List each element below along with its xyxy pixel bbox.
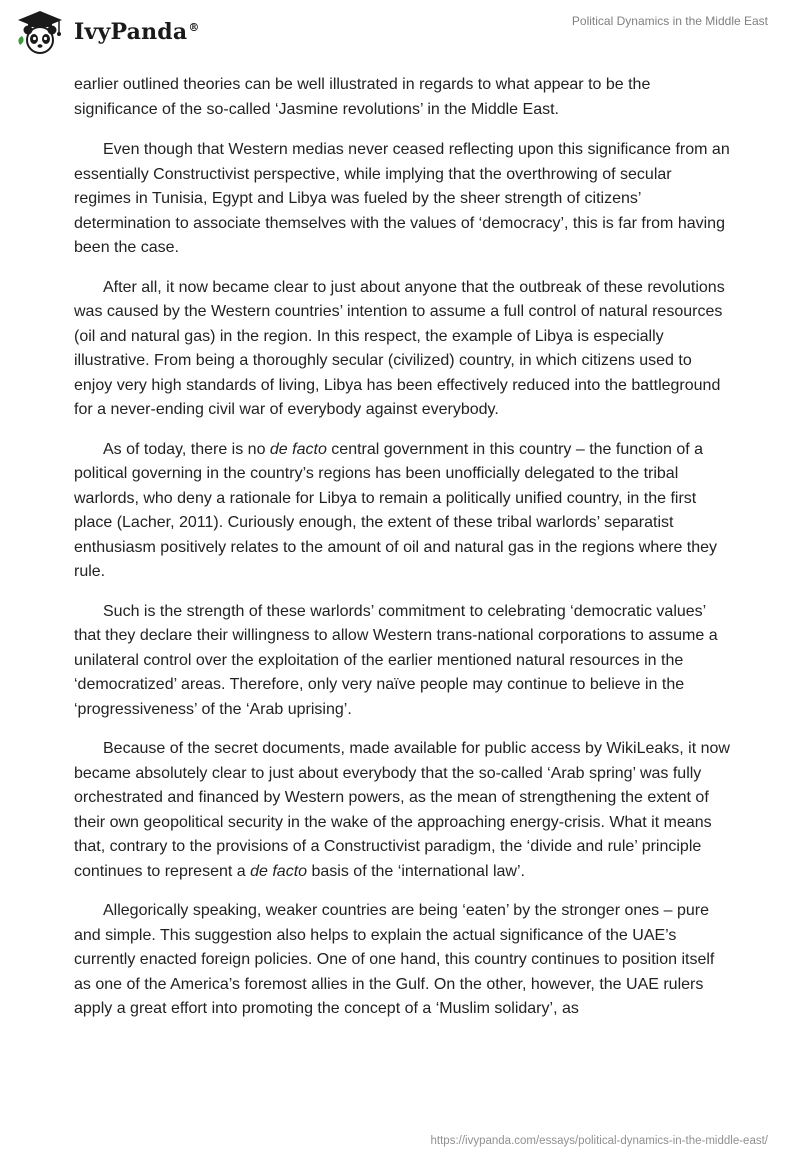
paragraph-2: Even though that Western medias never ceased reflecting upon this significance from an essentially Constructivist perspective, while implying that the overthrowing of secular regimes in Tunisia, Egypt and Libya was fueled by the sheer strength of citizens’ determination to associate themselves with the values of ‘democracy’, this is far from having been the case. [74,141,730,256]
document-title: Political Dynamics in the Middle East [571,14,768,28]
paragraph-1: earlier outlined theories can be well illustrated in regards to what appear to be the significance of the so-called ‘Jasmine revolutions’ in the Middle East. [74,76,651,118]
ivypanda-logo[interactable] [14,8,200,56]
paragraph-4-after: central government in this country – the function of a political governing in the country’s regions has been unofficially delegated to the tribal warlords, who deny a rationale for Libya to remain a politically unified country, in the first place (Lacher, 2011). Curiously enough, the extent of these tribal warlords’ separatist enthusiasm positively relates to the amount of oil and natural gas in the regions where they rule. [74,440,718,580]
paragraph-4 [74,438,730,585]
paragraph-5: Such is the strength of these warlords’ commitment to celebrating ‘democratic values’ that they declare their willingness to allow Western trans-national corporations to assume a unilateral control over the exploitation of the earlier mentioned natural resources in the ‘democratized’ areas. Therefore, only very naïve people may continue to believe in the ‘progressiveness’ of the ‘Arab uprising’. [74,602,718,718]
paragraph-4-before: As of today, there is no [103,440,270,458]
de-facto-emphasis: de facto [269,440,327,458]
paragraph-6 [74,737,730,884]
paragraph-6-before: Because of the secret documents, made available for public access by WikiLeaks, it now became absolutely clear to just about everybody that the so-called ‘Arab spring’ was fully orchestrated and financed by Western powers, as the mean of strengthening the extent of their own geopolitical security in the wake of the approaching energy-crisis. What it means that, contrary to the provisions of a Constructivist paradigm, the ‘divide and rule’ principle continues to represent a [74,740,730,880]
essay-body [74,73,730,1037]
de-facto-emphasis: de facto [250,862,308,880]
panda-graduate-icon [14,9,66,55]
page-header [0,0,800,64]
paragraph-7: Allegorically speaking, weaker countries are being ‘eaten’ by the stronger ones – pure and simple. This suggestion also helps to explain the actual significance of the UAE’s currently enacted foreign policies. One of one hand, this country continues to position itself as one of the America’s foremost allies in the Gulf. On the other, however, the UAE rulers apply a great effort into promoting the concept of a ‘Muslim solidary’, as [74,902,715,1017]
paragraph-6-after: basis of the ‘international law’. [307,862,525,880]
logo-text: IvyPanda® [74,19,200,45]
source-url-link[interactable]: https://ivypanda.com/essays/political-dynamics-in-the-middle-east/ [430,1135,768,1147]
paragraph-3: After all, it now became clear to just about anyone that the outbreak of these revolutions was caused by the Western countries’ intention to assume a full control of natural resources (oil and natural gas) in the region. In this respect, the example of Libya is especially illustrative. From being a thoroughly secular (civilized) country, in which citizens used to enjoy very high standards of living, Libya has been effectively reduced into the battleground for a never-ending civil war of everybody against everybody. [74,278,725,418]
